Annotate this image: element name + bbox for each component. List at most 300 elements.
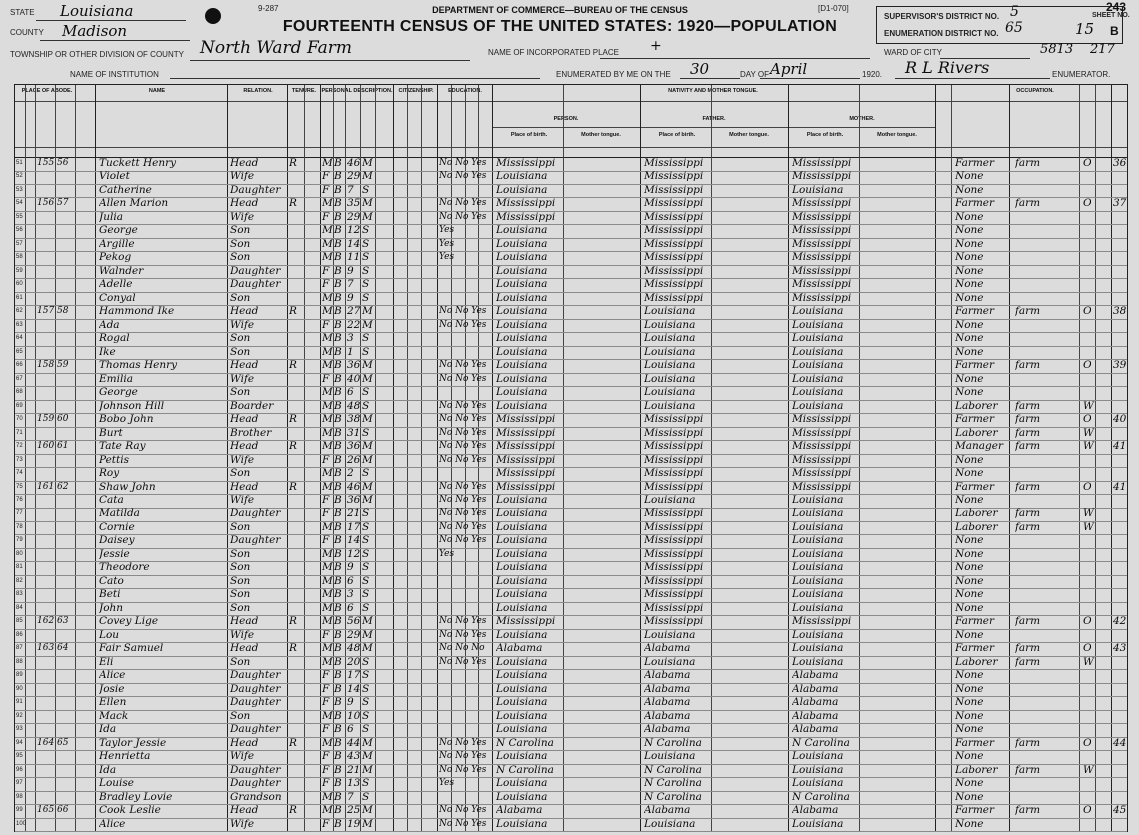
family-number-cell: 64 (57, 643, 69, 654)
birthplace-cell: N Carolina (496, 763, 554, 776)
father-birthplace-cell: Louisiana (644, 332, 696, 345)
occupation-cell: None (955, 278, 984, 291)
mother-birthplace-cell: Louisiana (792, 318, 844, 331)
father-birthplace-cell: Mississippi (644, 561, 704, 574)
relation-cell: Daughter (230, 682, 281, 695)
father-birthplace-cell: Mississippi (644, 507, 704, 520)
family-number-cell: 62 (57, 481, 69, 492)
marital-status-cell: S (362, 777, 370, 790)
mother-birthplace-cell: Louisiana (792, 642, 844, 655)
sex-cell: M (322, 736, 333, 749)
table-row (15, 292, 1127, 307)
enumeration-label: ENUMERATION DISTRICT NO. (884, 29, 999, 38)
father-birthplace-cell: Mississippi (644, 588, 704, 601)
line-number: 89 (16, 672, 23, 679)
father-birthplace-cell: Mississippi (644, 534, 704, 547)
enumerated-day: 30 (690, 60, 710, 78)
column-headers (15, 85, 1127, 158)
relation-cell: Head (230, 440, 259, 453)
education-cell: No No Yes (439, 427, 487, 438)
dwelling-number-cell: 161 (37, 481, 55, 492)
marital-status-cell: S (362, 588, 370, 601)
birthplace-cell: Mississippi (496, 197, 556, 210)
birthplace-cell: Louisiana (496, 305, 548, 318)
industry-cell: farm (1015, 426, 1041, 439)
marital-status-cell: S (362, 723, 370, 736)
age-cell: 9 (347, 561, 354, 574)
education-cell: No No Yes (439, 414, 487, 425)
table-row (15, 157, 1127, 172)
table-row (15, 818, 1127, 833)
marital-status-cell: M (362, 318, 373, 331)
sex-cell: M (322, 440, 333, 453)
marital-status-cell: S (362, 561, 370, 574)
occupation-cell: None (955, 224, 984, 237)
occupation-cell: None (955, 750, 984, 763)
sex-cell: F (322, 682, 330, 695)
birthplace-cell: Mississippi (496, 440, 556, 453)
line-number: 90 (16, 685, 23, 692)
education-cell: No No Yes (439, 211, 487, 222)
mother-birthplace-cell: Mississippi (792, 210, 852, 223)
age-cell: 56 (347, 615, 361, 628)
punch-hole (205, 8, 221, 24)
person-name-cell: Louise (99, 777, 135, 790)
age-cell: 21 (347, 507, 361, 520)
marital-status-cell: M (362, 736, 373, 749)
age-cell: 17 (347, 520, 361, 533)
line-number: 64 (16, 335, 23, 342)
person-birthplace-heading: Place of birth. (510, 132, 548, 138)
birthplace-cell: Louisiana (496, 170, 548, 183)
line-number: 78 (16, 523, 23, 530)
sex-cell: F (322, 372, 330, 385)
father-birthplace-cell: Mississippi (644, 251, 704, 264)
table-row (15, 332, 1127, 347)
relation-cell: Brother (230, 426, 272, 439)
dwelling-number-cell: 159 (37, 414, 55, 425)
marital-status-cell: M (362, 413, 373, 426)
sex-cell: M (322, 655, 333, 668)
sex-cell: F (322, 750, 330, 763)
age-cell: 14 (347, 682, 361, 695)
table-row (15, 615, 1127, 630)
mother-birthplace-cell: Louisiana (792, 750, 844, 763)
mother-birthplace-cell: N Carolina (792, 736, 850, 749)
birthplace-cell: Louisiana (496, 507, 548, 520)
table-row (15, 588, 1127, 603)
person-name-cell: Cornie (99, 520, 135, 533)
line-number: 57 (16, 240, 23, 247)
birthplace-cell: Alabama (496, 642, 543, 655)
marital-status-cell: S (362, 709, 370, 722)
birthplace-cell: Alabama (496, 804, 543, 817)
sex-cell: F (322, 453, 330, 466)
birthplace-cell: Louisiana (496, 278, 548, 291)
farm-schedule-cell: 45 (1113, 804, 1127, 817)
table-row (15, 548, 1127, 563)
marital-status-cell: M (362, 440, 373, 453)
relation-cell: Son (230, 291, 251, 304)
table-row (15, 777, 1127, 792)
occupation-cell: None (955, 574, 984, 587)
census-title: FOURTEENTH CENSUS OF THE UNITED STATES: 1920—POPULATION (282, 18, 838, 35)
person-name-cell: Ida (99, 723, 117, 736)
sex-cell: M (322, 588, 333, 601)
race-cell: B (334, 264, 342, 277)
mother-birthplace-cell: Mississippi (792, 278, 852, 291)
sex-cell: F (322, 669, 330, 682)
race-cell: B (334, 507, 342, 520)
father-birthplace-cell: Alabama (644, 804, 691, 817)
person-name-cell: Burt (99, 426, 123, 439)
sex-cell: F (322, 210, 330, 223)
education-cell: No No Yes (439, 158, 487, 168)
occupation-heading: OCCUPATION. (1016, 88, 1054, 94)
employment-class-cell: W (1083, 507, 1094, 520)
person-tongue-heading: Mother tongue. (581, 132, 621, 138)
mother-birthplace-cell: Mississippi (792, 291, 852, 304)
relation-cell: Son (230, 237, 251, 250)
father-birthplace-cell: Mississippi (644, 183, 704, 196)
birthplace-cell: Mississippi (496, 453, 556, 466)
person-name-cell: Josie (99, 682, 125, 695)
occupation-cell: None (955, 170, 984, 183)
race-cell: B (334, 574, 342, 587)
age-cell: 6 (347, 723, 354, 736)
sex-cell: M (322, 615, 333, 628)
incorporated-label: NAME OF INCORPORATED PLACE (488, 48, 619, 57)
birthplace-cell: Mississippi (496, 210, 556, 223)
father-birthplace-cell: Mississippi (644, 264, 704, 277)
mother-birthplace-cell: Louisiana (792, 777, 844, 790)
age-cell: 48 (347, 399, 361, 412)
education-cell: Yes (439, 252, 455, 263)
birthplace-cell: Louisiana (496, 183, 548, 196)
education-cell: No No Yes (439, 306, 487, 317)
birthplace-cell: Louisiana (496, 520, 548, 533)
table-row (15, 386, 1127, 401)
relation-cell: Daughter (230, 264, 281, 277)
race-cell: B (334, 723, 342, 736)
sex-cell: M (322, 467, 333, 480)
occupation-cell: None (955, 318, 984, 331)
relation-cell: Head (230, 736, 259, 749)
table-row (15, 440, 1127, 455)
race-cell: B (334, 386, 342, 399)
race-cell: B (334, 696, 342, 709)
mother-birthplace-cell: Alabama (792, 804, 839, 817)
mother-birthplace-cell: Louisiana (792, 601, 844, 614)
person-name-cell: Taylor Jessie (99, 736, 167, 749)
race-cell: B (334, 655, 342, 668)
occupation-cell: None (955, 588, 984, 601)
race-cell: B (334, 170, 342, 183)
marital-status-cell: M (362, 480, 373, 493)
farm-schedule-cell: 41 (1113, 440, 1127, 453)
race-cell: B (334, 197, 342, 210)
table-row (15, 346, 1127, 361)
table-row (15, 305, 1127, 320)
birthplace-cell: Louisiana (496, 682, 548, 695)
mother-birthplace-cell: Mississippi (792, 251, 852, 264)
relation-cell: Son (230, 561, 251, 574)
sex-cell: M (322, 197, 333, 210)
table-row (15, 791, 1127, 806)
enumerated-label: ENUMERATED BY ME ON THE (556, 70, 671, 79)
table-row (15, 454, 1127, 469)
race-cell: B (334, 588, 342, 601)
line-number: 58 (16, 254, 23, 261)
race-cell: B (334, 790, 342, 803)
occupation-cell: None (955, 601, 984, 614)
sex-cell: M (322, 426, 333, 439)
marital-status-cell: M (362, 804, 373, 817)
person-name-cell: Catherine (99, 183, 152, 196)
race-cell: B (334, 183, 342, 196)
person-heading: PERSON. (553, 116, 579, 122)
table-row (15, 413, 1127, 428)
mother-birthplace-cell: Louisiana (792, 588, 844, 601)
occupation-cell: Farmer (955, 642, 995, 655)
state-value: Louisiana (60, 2, 134, 20)
sex-cell: F (322, 534, 330, 547)
birthplace-cell: Louisiana (496, 534, 548, 547)
employment-class-cell: O (1083, 413, 1092, 426)
farm-schedule-cell: 44 (1113, 736, 1127, 749)
age-cell: 25 (347, 804, 361, 817)
marital-status-cell: M (362, 494, 373, 506)
father-birthplace-cell: Louisiana (644, 305, 696, 318)
occupation-cell: None (955, 561, 984, 574)
education-cell: No No No (439, 643, 485, 654)
line-number: 87 (16, 645, 23, 652)
birthplace-cell: Louisiana (496, 399, 548, 412)
name-heading: NAME (148, 88, 166, 94)
age-cell: 3 (347, 332, 354, 345)
family-number-cell: 60 (57, 414, 69, 425)
marital-status-cell: M (362, 642, 373, 655)
relation-cell: Daughter (230, 278, 281, 291)
person-name-cell: Daisey (99, 534, 135, 547)
enumeration-value: 65 (1005, 20, 1023, 36)
marital-status-cell: S (362, 426, 370, 439)
relation-cell: Daughter (230, 507, 281, 520)
day-of-label: DAY OF (740, 70, 770, 79)
sex-cell: F (322, 696, 330, 709)
tenure-cell: R (289, 480, 297, 493)
race-cell: B (334, 520, 342, 533)
marital-status-cell: S (362, 601, 370, 614)
race-cell: B (334, 453, 342, 466)
line-number: 54 (16, 200, 23, 207)
marital-status-cell: S (362, 574, 370, 587)
family-number-cell: 59 (57, 360, 69, 371)
occupation-cell: None (955, 682, 984, 695)
sex-cell: M (322, 480, 333, 493)
father-birthplace-cell: Louisiana (644, 399, 696, 412)
age-cell: 38 (347, 413, 361, 426)
birthplace-cell: Louisiana (496, 547, 548, 560)
father-birthplace-cell: Mississippi (644, 480, 704, 493)
age-cell: 46 (347, 480, 361, 493)
relation-cell: Son (230, 520, 251, 533)
sex-cell: M (322, 291, 333, 304)
race-cell: B (334, 804, 342, 817)
occupation-cell: None (955, 251, 984, 264)
mother-birthplace-cell: Louisiana (792, 345, 844, 358)
race-cell: B (334, 426, 342, 439)
relation-cell: Wife (230, 453, 255, 466)
mother-birthplace-cell: Louisiana (792, 534, 844, 547)
table-row (15, 507, 1127, 522)
line-number: 100 (16, 820, 27, 827)
relation-cell: Daughter (230, 534, 281, 547)
employment-class-cell: O (1083, 480, 1092, 493)
education-cell: No No Yes (439, 441, 487, 452)
occupation-cell: Laborer (955, 655, 998, 668)
father-birthplace-heading: Place of birth. (658, 132, 696, 138)
table-row (15, 278, 1127, 293)
mother-birthplace-cell: Louisiana (792, 372, 844, 385)
father-birthplace-cell: Louisiana (644, 628, 696, 641)
sex-cell: M (322, 709, 333, 722)
line-number: 93 (16, 726, 23, 733)
line-number: 85 (16, 618, 23, 625)
table-row (15, 723, 1127, 738)
occupation-cell: None (955, 709, 984, 722)
sex-cell: M (322, 237, 333, 250)
person-name-cell: Bradley Lovie (99, 790, 173, 803)
industry-cell: farm (1015, 480, 1041, 493)
person-name-cell: Cook Leslie (99, 804, 161, 817)
industry-cell: farm (1015, 615, 1041, 628)
sex-cell: F (322, 763, 330, 776)
person-name-cell: Walnder (99, 264, 144, 277)
father-birthplace-cell: Alabama (644, 709, 691, 722)
race-cell: B (334, 278, 342, 291)
line-number: 75 (16, 483, 23, 490)
marital-status-cell: S (362, 332, 370, 345)
occupation-cell: None (955, 817, 984, 830)
father-heading: FATHER. (702, 116, 726, 122)
person-name-cell: George (99, 386, 138, 399)
relation-cell: Son (230, 655, 251, 668)
age-cell: 9 (347, 291, 354, 304)
race-cell: B (334, 561, 342, 574)
sheet-value: 15 (1075, 20, 1095, 38)
race-cell: B (334, 642, 342, 655)
marital-status-cell: S (362, 507, 370, 520)
birthplace-cell: Mississippi (496, 480, 556, 493)
sex-cell: M (322, 561, 333, 574)
father-birthplace-cell: Mississippi (644, 278, 704, 291)
family-number-cell: 56 (57, 158, 69, 168)
occupation-cell: None (955, 372, 984, 385)
line-number: 71 (16, 429, 23, 436)
age-cell: 36 (347, 440, 361, 453)
birthplace-cell: Louisiana (496, 291, 548, 304)
table-row (15, 359, 1127, 374)
birthplace-cell: Louisiana (496, 345, 548, 358)
relation-cell: Head (230, 305, 259, 318)
occupation-cell: None (955, 386, 984, 399)
mother-birthplace-cell: Mississippi (792, 224, 852, 237)
birthplace-cell: Mississippi (496, 426, 556, 439)
tenure-heading: TENURE. (291, 88, 317, 94)
mother-birthplace-cell: Louisiana (792, 547, 844, 560)
marital-status-cell: M (362, 359, 373, 372)
relation-cell: Head (230, 804, 259, 817)
relation-cell: Son (230, 332, 251, 345)
township-value: North Ward Farm (200, 38, 352, 58)
marital-status-cell: S (362, 399, 370, 412)
line-number: 95 (16, 753, 23, 760)
relation-cell: Wife (230, 372, 255, 385)
education-cell: No No Yes (439, 454, 487, 465)
person-name-cell: Thomas Henry (99, 359, 178, 372)
sex-cell: F (322, 494, 330, 506)
occupation-cell: None (955, 723, 984, 736)
education-cell: No No Yes (439, 616, 487, 627)
line-number: 59 (16, 267, 23, 274)
relation-cell: Wife (230, 210, 255, 223)
table-row (15, 683, 1127, 698)
sex-cell: F (322, 318, 330, 331)
occupation-cell: Laborer (955, 507, 998, 520)
family-number-cell: 66 (57, 805, 69, 816)
age-cell: 29 (347, 210, 361, 223)
marital-status-cell: M (362, 628, 373, 641)
age-cell: 13 (347, 777, 361, 790)
person-name-cell: Eli (99, 655, 114, 668)
marital-status-cell: M (362, 615, 373, 628)
sex-cell: M (322, 224, 333, 237)
industry-cell: farm (1015, 399, 1041, 412)
father-birthplace-cell: N Carolina (644, 777, 702, 790)
mother-birthplace-cell: Alabama (792, 669, 839, 682)
tenure-cell: R (289, 804, 297, 817)
father-birthplace-cell: Mississippi (644, 520, 704, 533)
person-name-cell: Johnson Hill (99, 399, 165, 412)
age-cell: 3 (347, 588, 354, 601)
mother-birthplace-cell: Louisiana (792, 520, 844, 533)
age-cell: 19 (347, 817, 361, 830)
father-birthplace-cell: Alabama (644, 696, 691, 709)
marital-status-cell: S (362, 655, 370, 668)
dwelling-number-cell: 158 (37, 360, 55, 371)
line-number: 55 (16, 213, 23, 220)
family-number-cell: 61 (57, 441, 69, 452)
birthplace-cell: Louisiana (496, 332, 548, 345)
mother-birthplace-cell: Mississippi (792, 615, 852, 628)
tenure-cell: R (289, 413, 297, 426)
marital-status-cell: M (362, 305, 373, 318)
family-number-cell: 63 (57, 616, 69, 627)
age-cell: 35 (347, 197, 361, 210)
marital-status-cell: S (362, 237, 370, 250)
birthplace-cell: Louisiana (496, 709, 548, 722)
person-name-cell: Argille (99, 237, 135, 250)
father-birthplace-cell: Alabama (644, 669, 691, 682)
county-label: COUNTY (10, 28, 44, 37)
occupation-cell: Laborer (955, 399, 998, 412)
line-number: 53 (16, 186, 23, 193)
mother-birthplace-cell: Louisiana (792, 332, 844, 345)
marital-status-cell: S (362, 183, 370, 196)
age-cell: 9 (347, 264, 354, 277)
occupation-cell: Farmer (955, 305, 995, 318)
